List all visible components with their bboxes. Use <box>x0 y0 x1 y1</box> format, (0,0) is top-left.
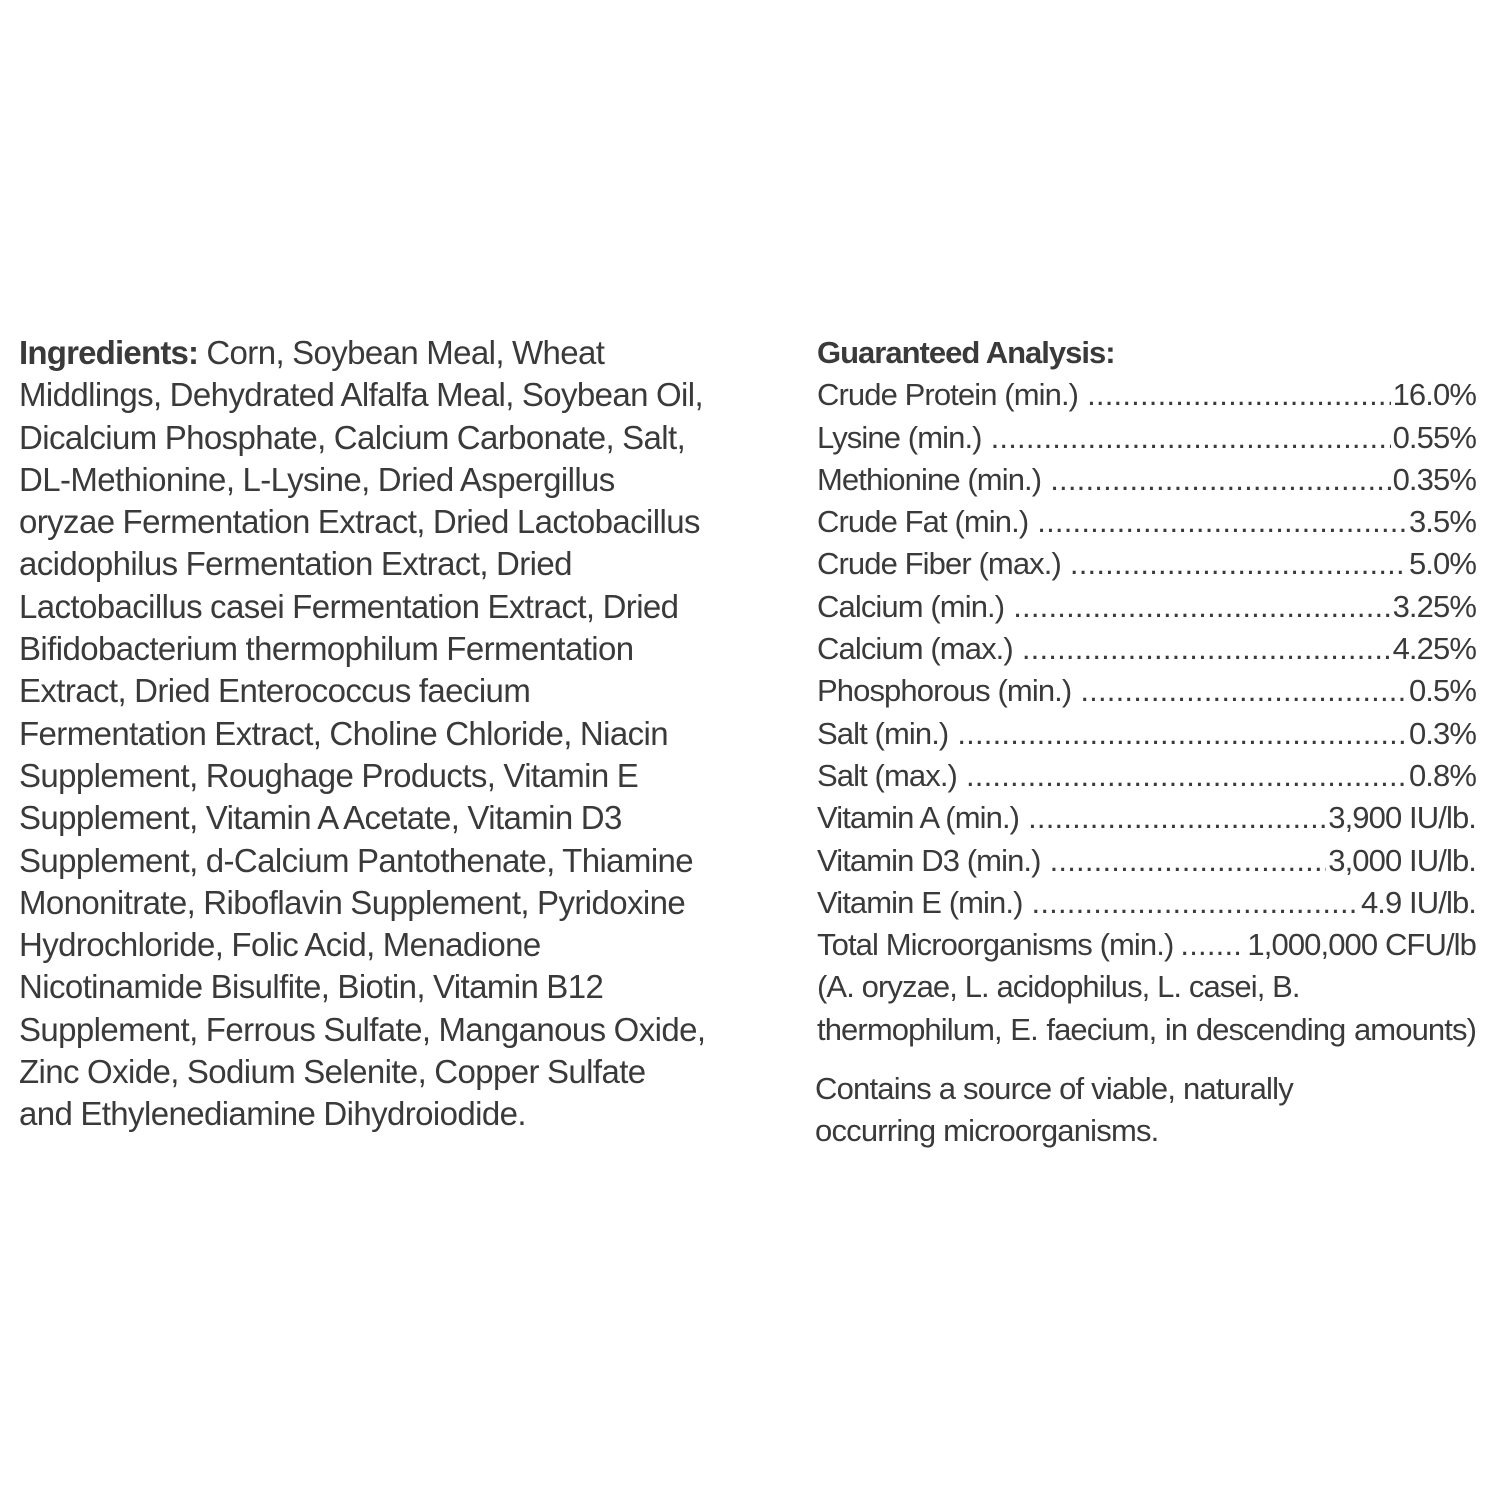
nutrient-amount: 3,000 IU/lb. <box>1328 842 1476 878</box>
analysis-row-total-microorganisms <box>817 924 1476 966</box>
ingredients-line: Supplement, Ferrous Sulfate, Manganous Oxide, <box>19 1010 706 1048</box>
nutrient-name: Crude Fiber (max.) <box>817 546 1061 582</box>
ingredients-line: Extract, Dried Enterococcus faecium <box>19 672 531 710</box>
nutrient-name: Salt (min.) <box>817 715 949 751</box>
ingredients-line: Dicalcium Phosphate, Calcium Carbonate, Salt, <box>19 418 686 456</box>
analysis-row <box>817 501 1476 543</box>
analysis-row <box>817 755 1476 797</box>
ingredients-line: Mononitrate, Riboflavin Supplement, Pyridoxine <box>19 883 686 921</box>
nutrient-name: Crude Protein (min.) <box>817 377 1079 413</box>
ingredients-line: Hydrochloride, Folic Acid, Menadione <box>19 926 541 964</box>
nutrient-amount: 0.35% <box>1392 461 1476 497</box>
dot-leader <box>957 713 1407 755</box>
analysis-row <box>817 374 1476 416</box>
nutrient-name: Lysine (min.) <box>817 419 982 455</box>
analysis-row <box>817 628 1476 670</box>
nutrient-amount: 0.5% <box>1408 673 1476 709</box>
viable-microorganisms-statement <box>815 1068 1415 1153</box>
nutrient-amount: 4.9 IU/lb. <box>1360 884 1476 920</box>
ingredients-line: and Ethylenediamine Dihydroiodide. <box>19 1095 526 1133</box>
dot-leader <box>1050 840 1327 882</box>
ingredients-line: Nicotinamide Bisulfite, Biotin, Vitamin B12 <box>19 968 604 1006</box>
analysis-row <box>817 797 1476 839</box>
dot-leader <box>1180 924 1245 966</box>
nutrient-amount: 0.8% <box>1408 757 1476 793</box>
analysis-row <box>817 417 1476 459</box>
dot-leader <box>1037 501 1407 543</box>
microorganisms-note-line: (A. oryzae, L. acidophilus, L. casei, B. <box>817 969 1300 1005</box>
nutrient-amount: 5.0% <box>1408 546 1476 582</box>
ingredients-line: Bifidobacterium thermophilum Fermentation <box>19 630 634 668</box>
dot-leader <box>1028 797 1326 839</box>
analysis-row <box>817 543 1476 585</box>
nutrient-amount: 0.3% <box>1408 715 1476 751</box>
dot-leader <box>1013 586 1390 628</box>
analysis-row <box>817 882 1476 924</box>
ingredients-line: Supplement, Vitamin A Acetate, Vitamin D3 <box>19 799 622 837</box>
statement-line: occurring microorganisms. <box>815 1113 1159 1149</box>
ingredients-line: Middlings, Dehydrated Alfalfa Meal, Soybean Oil, <box>19 376 704 414</box>
ingredients-line: Zinc Oxide, Sodium Selenite, Copper Sulfate <box>19 1053 646 1091</box>
microorganisms-note-line: thermophilum, E. faecium, in descending amounts) <box>817 1011 1476 1047</box>
ingredients-text: Corn, Soybean Meal, Wheat <box>198 334 605 371</box>
nutrient-name: Crude Fat (min.) <box>817 504 1029 540</box>
dot-leader <box>1080 670 1407 712</box>
dot-leader <box>1022 628 1391 670</box>
nutrient-name: Methionine (min.) <box>817 461 1042 497</box>
dot-leader <box>1050 459 1390 501</box>
statement-line: Contains a source of viable, naturally <box>815 1071 1293 1106</box>
nutrient-name: Vitamin D3 (min.) <box>817 842 1041 878</box>
nutrient-name: Total Microorganisms (min.) <box>817 927 1174 963</box>
dot-leader <box>1032 882 1359 924</box>
nutrient-amount: 3.25% <box>1392 588 1476 624</box>
ingredients-line <box>19 332 789 374</box>
guaranteed-analysis-heading: Guaranteed Analysis: <box>817 335 1115 370</box>
nutrient-amount: 3.5% <box>1408 504 1476 540</box>
nutrient-name: Calcium (max.) <box>817 631 1013 667</box>
ingredients-line: Supplement, Roughage Products, Vitamin E <box>19 756 639 794</box>
dot-leader <box>991 417 1391 459</box>
ingredients-section <box>19 332 789 1136</box>
analysis-row <box>817 840 1476 882</box>
analysis-row <box>817 670 1476 712</box>
nutrient-amount: 0.55% <box>1392 419 1476 455</box>
ingredients-heading: Ingredients: <box>19 334 199 371</box>
nutrient-amount: 16.0% <box>1392 377 1476 413</box>
nutrient-name: Salt (max.) <box>817 757 957 793</box>
ingredients-line: Fermentation Extract, Choline Chloride, Niacin <box>19 714 669 752</box>
ingredients-line: DL-Methionine, L-Lysine, Dried Aspergillus <box>19 460 615 498</box>
nutrient-amount: 3,900 IU/lb. <box>1328 800 1476 836</box>
nutrient-name: Phosphorous (min.) <box>817 673 1072 709</box>
dot-leader <box>966 755 1407 797</box>
nutrient-name: Vitamin E (min.) <box>817 884 1023 920</box>
ingredients-line: oryzae Fermentation Extract, Dried Lactobacillus <box>19 503 700 541</box>
ingredients-line: Supplement, d-Calcium Pantothenate, Thiamine <box>19 841 694 879</box>
dot-leader <box>1070 543 1407 585</box>
ingredients-line: acidophilus Fermentation Extract, Dried <box>19 545 572 583</box>
guaranteed-analysis-section <box>817 332 1477 1051</box>
analysis-row <box>817 459 1476 501</box>
nutrient-amount: 4.25% <box>1392 631 1476 667</box>
analysis-row <box>817 713 1476 755</box>
dot-leader <box>1087 374 1391 416</box>
nutrient-name: Vitamin A (min.) <box>817 800 1020 836</box>
ingredients-line: Lactobacillus casei Fermentation Extract, Dried <box>19 587 679 625</box>
nutrient-amount: 1,000,000 CFU/lb <box>1247 927 1476 963</box>
nutrient-name: Calcium (min.) <box>817 588 1005 624</box>
analysis-row <box>817 586 1476 628</box>
